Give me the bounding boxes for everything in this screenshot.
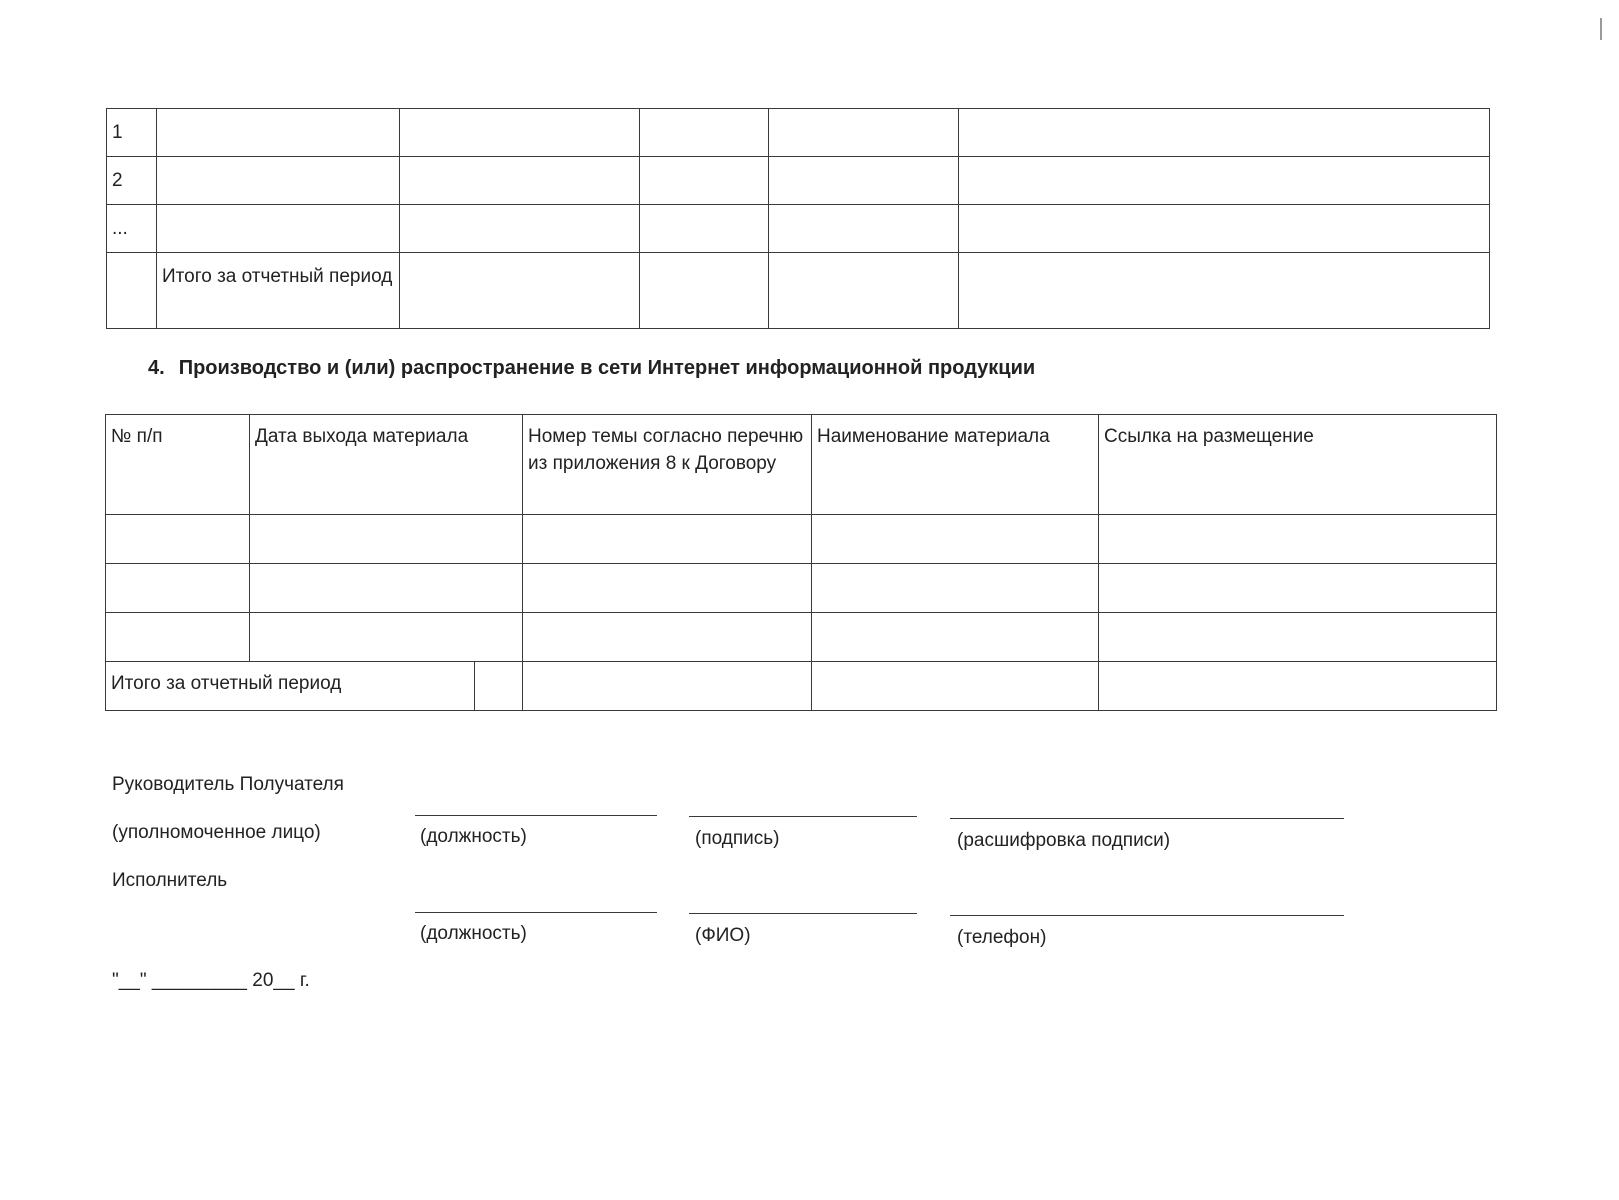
total-label-cell: Итого за отчетный период xyxy=(106,662,475,711)
table-total-row xyxy=(106,662,1497,711)
table-row xyxy=(107,157,1490,205)
table-cell xyxy=(640,253,769,329)
table-cell: 1 xyxy=(107,109,157,157)
table-cell: 2 xyxy=(107,157,157,205)
table-cell xyxy=(523,564,812,613)
table-cell xyxy=(959,205,1490,253)
caption-executor-phone: (телефон) xyxy=(957,927,1047,948)
total-label-cell: Итого за отчетный период xyxy=(157,253,400,329)
table-cell xyxy=(640,205,769,253)
table-cell xyxy=(812,564,1099,613)
table-cell xyxy=(157,157,400,205)
table-cell xyxy=(106,515,250,564)
head-signature-line xyxy=(689,816,917,817)
executor-position-line xyxy=(415,912,657,913)
table-cell xyxy=(769,109,959,157)
table-cell xyxy=(250,564,523,613)
table-cell xyxy=(959,157,1490,205)
section-title: Производство и (или) распространение в сети Интернет информационной продукции xyxy=(178,357,1036,379)
table-cell xyxy=(400,109,640,157)
table-cell xyxy=(523,613,812,662)
date-line: "__" _________ 20__ г. xyxy=(112,970,310,991)
head-label-authorized: (уполномоченное лицо) xyxy=(112,822,321,843)
table-cell xyxy=(1099,515,1497,564)
caption-signature: (подпись) xyxy=(695,828,780,849)
table-row xyxy=(106,515,1497,564)
table-cell xyxy=(250,613,523,662)
table-cell xyxy=(400,157,640,205)
table-cell xyxy=(959,253,1490,329)
table-cell xyxy=(640,157,769,205)
table-cell xyxy=(400,205,640,253)
table-cell xyxy=(1099,662,1497,711)
caption-executor-position: (должность) xyxy=(420,923,527,944)
table-cell xyxy=(523,515,812,564)
section-number: 4. xyxy=(148,357,165,379)
table-row xyxy=(107,205,1490,253)
head-position-line xyxy=(415,815,657,816)
table-row xyxy=(106,613,1497,662)
table-cell xyxy=(107,253,157,329)
header-topic-number: Номер темы согласно перечню из приложения 8 к Договору xyxy=(523,415,812,515)
scan-artifact-mark xyxy=(1600,18,1602,40)
table-cell: ... xyxy=(107,205,157,253)
caption-position: (должность) xyxy=(420,826,527,847)
table-cell xyxy=(640,109,769,157)
table-row xyxy=(107,109,1490,157)
caption-executor-name: (ФИО) xyxy=(695,925,751,946)
internet-production-table xyxy=(105,414,1497,711)
table-total-row xyxy=(107,253,1490,329)
table-cell xyxy=(1099,564,1497,613)
table-cell xyxy=(1099,613,1497,662)
table-cell xyxy=(250,515,523,564)
table-cell xyxy=(769,205,959,253)
head-label: Руководитель Получателя xyxy=(112,774,344,795)
table-cell xyxy=(959,109,1490,157)
table-cell xyxy=(157,109,400,157)
table-cell xyxy=(812,515,1099,564)
header-placement-link: Ссылка на размещение xyxy=(1099,415,1497,515)
table-cell xyxy=(769,157,959,205)
table-row xyxy=(106,564,1497,613)
header-material-name: Наименование материала xyxy=(812,415,1099,515)
section-4-heading xyxy=(148,357,1035,380)
table-header-row xyxy=(106,415,1497,515)
table-cell xyxy=(106,564,250,613)
executor-label: Исполнитель xyxy=(112,870,228,891)
head-signature-decoding-line xyxy=(950,818,1344,819)
table-cell xyxy=(106,613,250,662)
table-cell xyxy=(400,253,640,329)
table-cell xyxy=(812,662,1099,711)
report-table-previous-section xyxy=(106,108,1490,329)
table-cell xyxy=(475,662,523,711)
header-release-date: Дата выхода материала xyxy=(250,415,523,515)
executor-name-line xyxy=(689,913,917,914)
table-cell xyxy=(769,253,959,329)
executor-phone-line xyxy=(950,915,1344,916)
table-cell xyxy=(157,205,400,253)
caption-signature-decoding: (расшифровка подписи) xyxy=(957,830,1171,851)
table-cell xyxy=(812,613,1099,662)
table-cell xyxy=(523,662,812,711)
header-number: № п/п xyxy=(106,415,250,515)
